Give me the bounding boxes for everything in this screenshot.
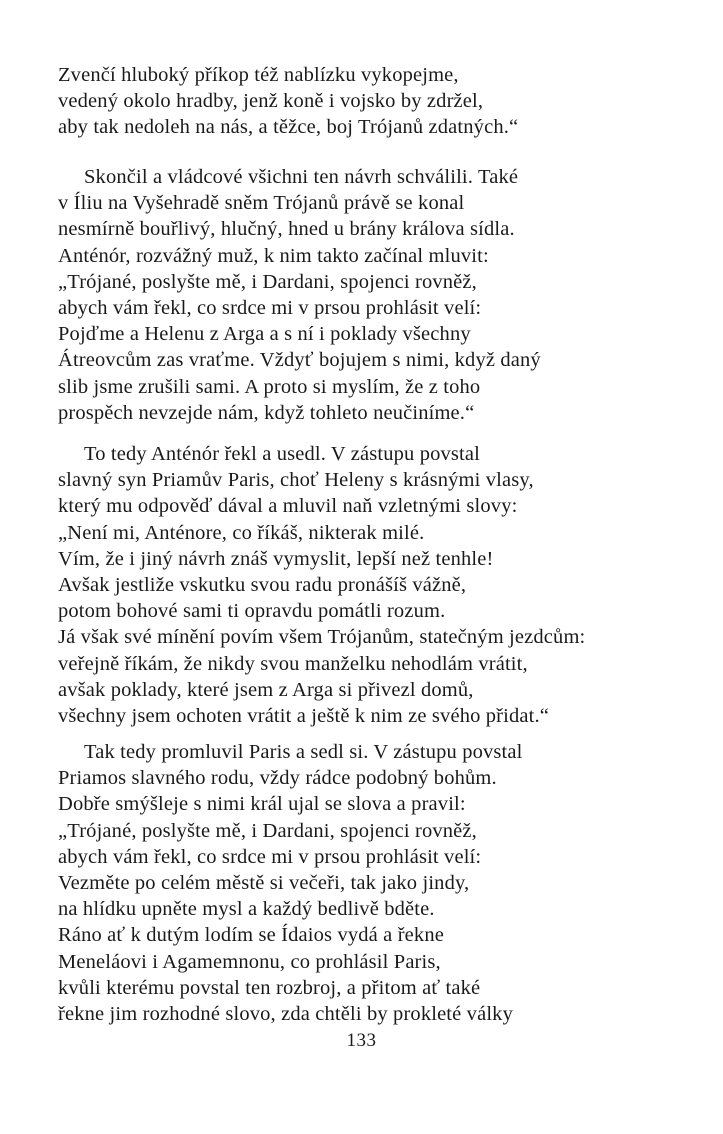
verse-line: všechny jsem ochoten vrátit a ještě k nim ze svého přidat.“ (58, 705, 550, 728)
verse-line: Dobře smýšleje s nimi král ujal se slova a pravil: (58, 793, 466, 816)
verse-line: Meneláovi i Agamemnonu, co prohlásil Paris, (58, 950, 441, 973)
verse-line: Ráno ať k dutým lodím se Ídaios vydá a řekne (58, 924, 444, 947)
verse-line: Vezměte po celém městě si večeři, tak jako jindy, (58, 872, 470, 895)
verse-line: Átreovcům zas vraťme. Vždyť bojujem s nimi, když daný (58, 349, 541, 372)
verse-line: aby tak nedoleh na nás, a těžce, boj Trójanů zdatných.“ (58, 116, 519, 139)
verse-line: abych vám řekl, co srdce mi v prsou prohlásit velí: (58, 297, 482, 320)
stanza-3 (58, 441, 678, 729)
verse-line: Priamos slavného rodu, vždy rádce podobný bohům. (58, 767, 497, 790)
verse-line: Vím, že i jiný návrh znáš vymyslit, lepší než tenhle! (58, 547, 494, 570)
verse-line: To tedy Anténór řekl a usedl. V zástupu povstal (84, 443, 480, 465)
verse-line: potom bohové sami ti opravdu pomátli rozum. (58, 600, 446, 623)
verse-line: Tak tedy promluvil Paris a sedl si. V zástupu povstal (84, 741, 523, 763)
verse-line: veřejně říkám, že nikdy svou manželku nehodlám vrátit, (58, 652, 528, 675)
verse-line: řekne jim rozhodné slovo, zda chtěli by prokleté války (58, 1003, 513, 1026)
verse-line: „Trójané, poslyšte mě, i Dardani, spojenci rovněž, (58, 270, 477, 293)
verse-line: Já však své mínění povím všem Trójanům, statečným jezdcům: (58, 626, 586, 649)
stanza-4 (58, 739, 678, 1027)
verse-line: nesmírně bouřlivý, hlučný, hned u brány králova sídla. (58, 218, 515, 241)
stanza-2 (58, 164, 678, 426)
verse-line: prospěch nevzejde nám, když tohleto neučiníme.“ (58, 401, 475, 424)
verse-line: avšak poklady, které jsem z Arga si přivezl domů, (58, 678, 474, 701)
verse-line: Anténór, rozvážný muž, k nim takto začínal mluvit: (58, 244, 489, 267)
verse-line: Skončil a vládcové všichni ten návrh schválili. Také (84, 166, 519, 188)
verse-line: Zvenčí hluboký příkop též nablízku vykopejme, (58, 64, 459, 86)
verse-line: Avšak jestliže vskutku svou radu pronášíš vážně, (58, 574, 467, 597)
verse-line: kvůli kterému povstal ten rozbroj, a přitom ať také (58, 976, 481, 999)
verse-line: na hlídku upněte mysl a každý bedlivě bděte. (58, 898, 435, 921)
verse-line: Pojďme a Helenu z Arga a s ní i poklady všechny (58, 323, 471, 346)
verse-line: který mu odpověď dával a mluvil naň vzletnými slovy: (58, 495, 518, 518)
verse-line: abych vám řekl, co srdce mi v prsou prohlásit velí: (58, 845, 482, 868)
verse-line: v Íliu na Vyšehradě sněm Trójanů právě se konal (58, 192, 465, 215)
page-number: 133 (346, 1030, 377, 1051)
verse-line: slib jsme zrušili sami. A proto si myslím, že z toho (58, 375, 481, 398)
verse-line: „Trójané, poslyšte mě, i Dardani, spojenci rovněž, (58, 819, 477, 842)
verse-line: slavný syn Priamův Paris, choť Heleny s krásnými vlasy, (58, 469, 534, 492)
stanza-1 (58, 62, 678, 141)
verse-line: vedený okolo hradby, jenž koně i vojsko by zdržel, (58, 90, 484, 113)
verse-line: „Není mi, Anténore, co říkáš, nikterak milé. (58, 521, 425, 544)
